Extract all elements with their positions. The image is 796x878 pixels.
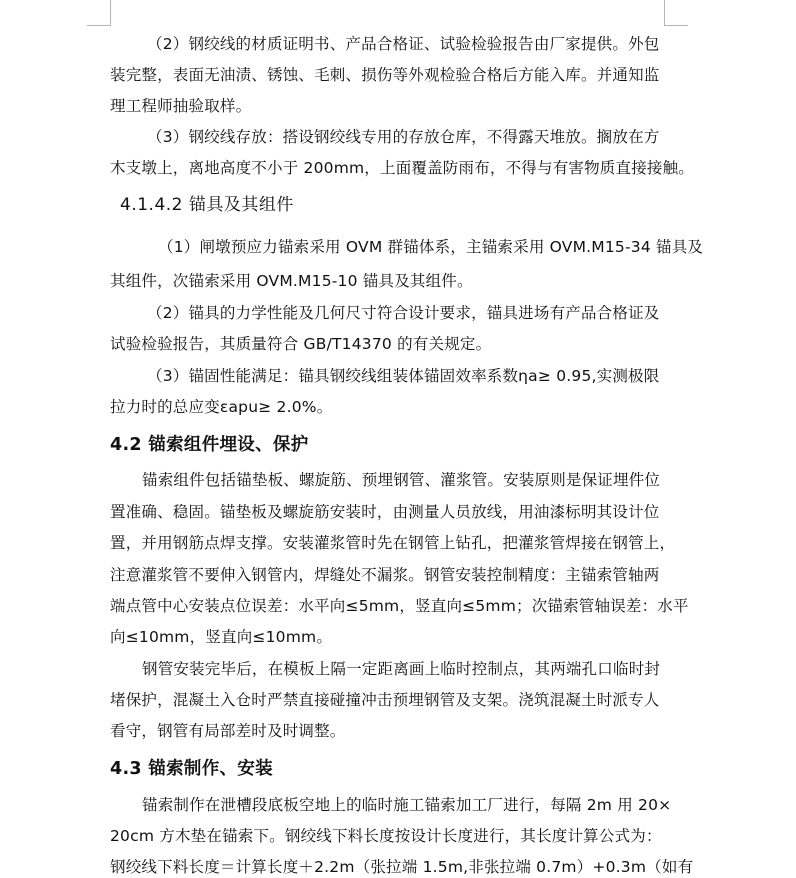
section-heading-4-2: 4.2 锚索组件埋设、保护 <box>110 435 309 455</box>
paragraph-line: （1）闸墩预应力锚索采用 OVM 群锚体系，主锚索采用 OVM.M15-34 锚具及 <box>158 238 704 256</box>
paragraph-line: 木支墩上，离地高度不小于 200mm，上面覆盖防雨布，不得与有害物质直接接触。 <box>110 159 695 177</box>
paragraph-line: 理工程师抽验取样。 <box>110 97 252 115</box>
paragraph-line: 钢管安装完毕后，在模板上隔一定距离画上临时控制点，其两端孔口临时封 <box>142 660 661 678</box>
crop-mark-top-left <box>87 25 111 26</box>
paragraph-line: 注意灌浆管不要伸入钢管内，焊缝处不漏浆。钢管安装控制精度：主锚索管轴两 <box>110 566 660 584</box>
paragraph-line: 看守，钢管有局部差时及时调整。 <box>110 722 346 740</box>
section-heading-4-1-4-2: 4.1.4.2 锚具及其组件 <box>120 195 294 215</box>
paragraph-line: 拉力时的总应变εapu≥ 2.0%。 <box>110 398 333 416</box>
paragraph-line: 堵保护，混凝土入仓时严禁直接碰撞冲击预埋钢管及支架。浇筑混凝土时派专人 <box>110 691 660 709</box>
crop-mark-top-right <box>664 25 688 26</box>
paragraph-line: 端点管中心安装点位误差：水平向≤5mm，竖直向≤5mm；次锚索管轴误差：水平 <box>110 597 689 615</box>
paragraph-line: （2）锚具的力学性能及几何尺寸符合设计要求，锚具进场有产品合格证及 <box>147 304 660 322</box>
paragraph-line: 装完整，表面无油渍、锈蚀、毛刺、损伤等外观检验合格后方能入库。并通知监 <box>110 66 660 84</box>
paragraph-line: 置准确、稳固。锚垫板及螺旋筋安装时，由测量人员放线，用油漆标明其设计位 <box>110 503 660 521</box>
paragraph-line: 置，并用钢筋点焊支撑。安装灌浆管时先在钢管上钻孔，把灌浆管焊接在钢管上， <box>110 534 676 552</box>
crop-mark-top-left-vertical <box>110 0 111 26</box>
section-heading-4-3: 4.3 锚索制作、安装 <box>110 759 273 779</box>
paragraph-line: 向≤10mm，竖直向≤10mm。 <box>110 628 333 646</box>
paragraph-line: 钢绞线下料长度＝计算长度＋2.2m（张拉端 1.5m,非张拉端 0.7m）+0.3m（如有 <box>110 858 694 876</box>
paragraph-line: 其组件，次锚索采用 OVM.M15-10 锚具及其组件。 <box>110 272 473 290</box>
crop-mark-top-right-vertical <box>664 0 665 26</box>
paragraph-line: （3）锚固性能满足：锚具钢绞线组装体锚固效率系数ηa≥ 0.95,实测极限 <box>147 367 660 385</box>
paragraph-line: 试验检验报告，其质量符合 GB/T14370 的有关规定。 <box>110 335 492 353</box>
paragraph-line: （3）钢绞线存放：搭设钢绞线专用的存放仓库，不得露天堆放。搁放在方 <box>147 128 660 146</box>
paragraph-line: 20cm 方木垫在锚索下。钢绞线下料长度按设计长度进行，其长度计算公式为： <box>110 827 662 845</box>
paragraph-line: （2）钢绞线的材质证明书、产品合格证、试验检验报告由厂家提供。外包 <box>147 35 660 53</box>
paragraph-line: 锚索组件包括锚垫板、螺旋筋、预埋钢管、灌浆管。安装原则是保证埋件位 <box>142 471 661 489</box>
paragraph-line: 锚索制作在泄槽段底板空地上的临时施工锚索加工厂进行，每隔 2m 用 20× <box>142 796 672 814</box>
